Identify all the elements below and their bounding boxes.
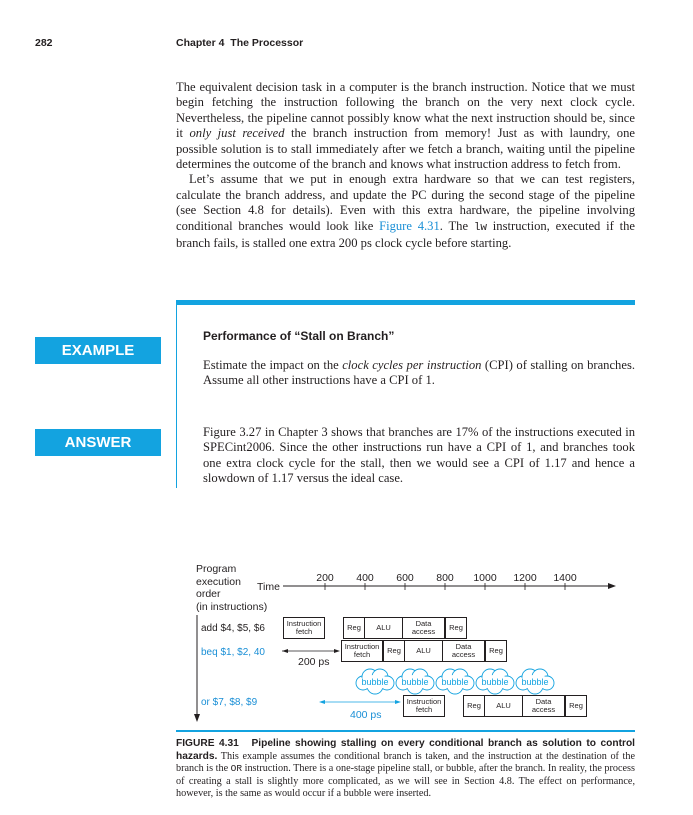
bubbles xyxy=(356,669,554,694)
page-number: 282 xyxy=(35,37,53,49)
tick-label: 200 xyxy=(316,572,334,584)
stage-reg-or: Reg xyxy=(463,695,485,717)
stage-wb-or: Reg xyxy=(565,695,587,717)
bubble-cloud xyxy=(436,669,474,694)
tick-label: 800 xyxy=(436,572,454,584)
stage-if-beq: Instruction fetch xyxy=(341,640,383,662)
example-text: Estimate the impact on the clock cycles per instruction (CPI) of stalling on branches. Assume all other instructions have a CPI of 1. xyxy=(203,358,635,388)
tick-label: 1400 xyxy=(553,572,577,584)
tick-label: 1000 xyxy=(473,572,497,584)
tick-label: 600 xyxy=(396,572,414,584)
bubble-cloud xyxy=(516,669,554,694)
time-ticks xyxy=(316,572,577,590)
stage-alu-beq: ALU xyxy=(405,640,443,662)
tick-label: 1200 xyxy=(513,572,537,584)
stage-if-add: Instruction fetch xyxy=(283,617,325,639)
bubble-label: bubble xyxy=(441,677,469,687)
bubble-cloud xyxy=(396,669,434,694)
caption-rule xyxy=(176,730,635,732)
bubble-label: bubble xyxy=(361,677,389,687)
bubble-label: bubble xyxy=(401,677,429,687)
figure-link[interactable]: Figure 4.31 xyxy=(379,218,440,233)
instruction-or: or $7, $8, $9 xyxy=(201,697,258,708)
figure-caption: FIGURE 4.31 Pipeline showing stalling on every conditional branch as solution to control hazards. This example assumes the conditional branch is taken, and the instruction at the destination of the branch is the OR instruction. There is a one-stage pipeline stall, or bubble, after the branch. In reality, the process of creating a stall is slightly more complicated, as we will see in Section 4.8. The effect on performance, however, is the same as would occur if a bubble were inserted. xyxy=(176,738,635,800)
order-axis-arrow xyxy=(194,714,200,722)
time-label: Time xyxy=(257,581,280,593)
stage-mem-beq: Data access xyxy=(443,640,485,662)
paragraph-2: Let’s assume that we put in enough extra hardware so that we can test registers, calculate the branch address, and update the PC during the second stage of the pipeline (see Section 4.8 for details). Even with this extra hardware, the pipeline involving conditional branches would look like Figure 4.31. The lw instruction, executed if the branch fails, is stalled one extra 200 ps clock cycle before starting. xyxy=(176,172,635,251)
example-title: Performance of “Stall on Branch” xyxy=(203,329,395,343)
stage-reg-add: Reg xyxy=(343,617,365,639)
stage-reg-beq: Reg xyxy=(383,640,405,662)
chapter-title: The Processor xyxy=(230,37,304,49)
caption-label: FIGURE 4.31 xyxy=(176,738,239,749)
bubble-cloud xyxy=(476,669,514,694)
stage-wb-beq: Reg xyxy=(485,640,507,662)
delay-400-label: 400 ps xyxy=(350,709,382,721)
bubble-label: bubble xyxy=(521,677,549,687)
stage-wb-add: Reg xyxy=(445,617,467,639)
chapter-label: Chapter 4 xyxy=(176,37,225,49)
tick-label: 400 xyxy=(356,572,374,584)
caption-title: Pipeline showing stalling on every conditional branch as solution to control hazards. xyxy=(176,738,635,762)
instruction-add: add $4, $5, $6 xyxy=(201,623,265,634)
stage-mem-add: Data access xyxy=(403,617,445,639)
program-order-label: Program execution order (in instructions) xyxy=(196,563,268,613)
answer-text: Figure 3.27 in Chapter 3 shows that branches are 17% of the instructions executed in SPECint2006. Since the other instructions run have a CPI of 1, and branches took one extra clock cycle for the stall, then we would see a CPI of 1.17 and hence a slowdown of 1.17 versus the ideal case. xyxy=(203,425,635,486)
instruction-beq: beq $1, $2, 40 xyxy=(201,647,265,658)
paragraph-1: The equivalent decision task in a computer is the branch instruction. Notice that we must begin fetching the instruction following the branch on the very next clock cycle. Nevertheless, the pipeline cannot possibly know what the next instruction should be, since it only just received the branch instruction from memory! Just as with laundry, one possible solution is to stall immediately after we fetch a branch, waiting until the pipeline determines the outcome of the branch and knows what instruction address to fetch from. xyxy=(176,80,635,172)
bubble-cloud xyxy=(356,669,394,694)
stage-if-or: Instruction fetch xyxy=(403,695,445,717)
stage-alu-add: ALU xyxy=(365,617,403,639)
example-label: EXAMPLE xyxy=(35,337,161,364)
stage-alu-or: ALU xyxy=(485,695,523,717)
bubble-label: bubble xyxy=(481,677,509,687)
stage-mem-or: Data access xyxy=(523,695,565,717)
delay-200-label: 200 ps xyxy=(298,656,330,668)
time-axis-arrow xyxy=(608,583,616,589)
answer-label: ANSWER xyxy=(35,429,161,456)
